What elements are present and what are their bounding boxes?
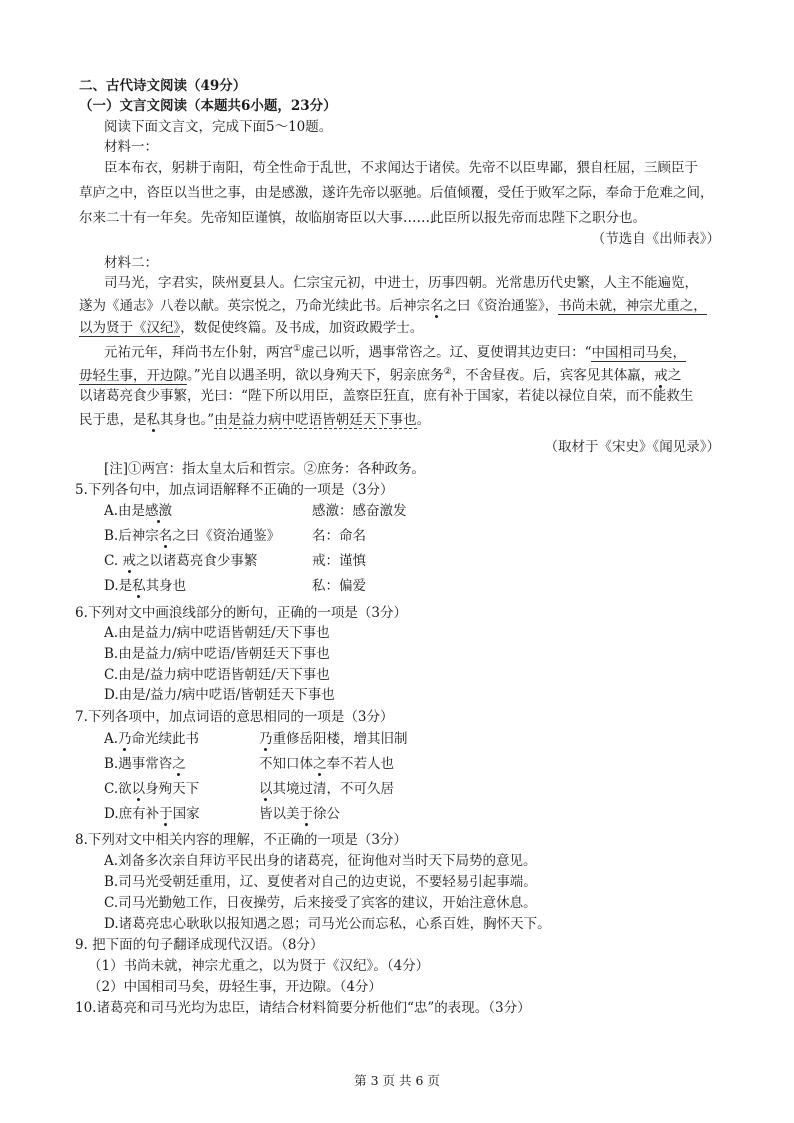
q7-option-d-pair: 皆以美于徐公 xyxy=(259,806,340,822)
question-5-stem: 5.下列各句中，加点词语解释不正确的一项是（3分） xyxy=(75,482,394,498)
q7-option-d: D.庶有补于国家 xyxy=(104,806,200,822)
question-10-stem: 10.诸葛亮和司马光均为忠臣，请结合材料简要分析他们“忠”的表现。（3分） xyxy=(75,1000,531,1016)
q6-option-b: B.由是益力/病中呓语/皆朝廷天下事也 xyxy=(104,646,330,662)
underlined-sentence: 以为贤于《汉纪》 xyxy=(79,320,181,336)
q6-option-c: C.由是/益力病中呓语皆朝廷/天下事也 xyxy=(104,667,330,683)
question-7-stem: 7.下列各项中，加点词语的意思相同的一项是（3分） xyxy=(75,709,394,725)
material2-line: 民于患，是私其身也。”由是益力病中呓语皆朝廷天下事也。 xyxy=(79,412,431,428)
q7-option-c: C.欲以身殉天下 xyxy=(104,781,200,797)
q7-option-a: A.乃命光续此书 xyxy=(104,731,200,747)
question-9-stem: 9. 把下面的句子翻译成现代汉语。（8分） xyxy=(75,937,324,953)
q9-item-2: （2）中国相司马矣，毋轻生事，开边隙。（4分） xyxy=(88,979,382,995)
q5-option-d: D.是私其身也 xyxy=(104,578,187,594)
material1-line: 臣本布衣，躬耕于南阳，苟全性命于乱世，不求闻达于诸侯。先帝不以臣卑鄙，猥自枉屈，三顾臣于 xyxy=(104,160,698,176)
underlined-sentence: 中国相司马矣， xyxy=(591,344,686,361)
q5-option-a-explanation: 感激：感奋激发 xyxy=(312,503,407,519)
q8-option-d: D.诸葛亮忠心耿耿以报知遇之恩；司马光公而忘私，心系百姓，胸怀天下。 xyxy=(104,916,551,932)
question-6-stem: 6.下列对文中画浪线部分的断句，正确的一项是（3分） xyxy=(75,605,407,621)
q8-option-b: B.司马光受朝廷重用，辽、夏使者对自己的边吏说，不要轻易引起事端。 xyxy=(104,874,537,890)
q5-option-b-explanation: 名：命名 xyxy=(312,528,366,544)
material2-source: （取材于《宋史》《闻见录》） xyxy=(544,439,720,455)
material1-label: 材料一： xyxy=(104,139,158,155)
q7-option-b-pair: 不知口体之奉不若人也 xyxy=(259,756,394,772)
page-footer: 第 3 页 共 6 页 xyxy=(354,1073,440,1088)
q7-option-a-pair: 乃重修岳阳楼，增其旧制 xyxy=(259,731,408,747)
q8-option-a: A.刘备多次亲自拜访平民出身的诸葛亮，征询他对当时天下局势的意见。 xyxy=(104,853,537,869)
q6-option-d: D.由是/益力/病中呓语/皆朝廷天下事也 xyxy=(104,687,335,703)
material2-line: 元祐元年，拜尚书左仆射，两宫①虚己以听，遇事常咨之。辽、夏使谓其边吏曰：“中国相司马矣， xyxy=(104,344,686,361)
q5-option-a: A.由是感激 xyxy=(104,503,173,519)
q7-option-c-pair: 以其境过清，不可久居 xyxy=(259,781,394,797)
material1-line: 草庐之中，咨臣以当世之事，由是感激，遂许先帝以驱驰。后值倾覆，受任于败军之际，奉命于危难之间， xyxy=(79,185,714,201)
material2-line: 毋轻生事，开边隙。”光自以遇圣明，欲以身殉天下，躬亲庶务②，不舍昼夜。后，宾客见其体羸，戒之 xyxy=(79,367,682,384)
q8-option-c: C.司马光勤勉工作，日夜操劳，后来接受了宾客的建议，开始注意休息。 xyxy=(104,895,537,911)
subsection-title: （一）文言文阅读（本题共6小题，23分） xyxy=(79,98,337,114)
q7-option-b: B.遇事常咨之 xyxy=(104,756,186,772)
material1-source: （节选自《出师表》） xyxy=(591,231,720,247)
footnote-marker: ① xyxy=(293,344,302,354)
material2-line: 遂为《通志》八卷以献。英宗悦之，乃命光续此书。后神宗名之曰《资治通鉴》，书尚未就，神宗尤重之， xyxy=(79,298,707,314)
material2-label: 材料二： xyxy=(104,255,158,271)
q5-option-c: C. 戒之以诸葛亮食少事繁 xyxy=(104,553,258,569)
q5-option-c-explanation: 戒：谨慎 xyxy=(312,553,366,569)
question-8-stem: 8.下列对文中相关内容的理解，不正确的一项是（3分） xyxy=(75,832,407,848)
material2-line: 以诸葛亮食少事繁，光曰：“陛下所以用臣，盖察臣狂直，庶有补于国家，若徒以禄位自荣，而不能救生 xyxy=(79,388,694,404)
q9-item-1: （1）书尚未就，神宗尤重之，以为贤于《汉纪》。（4分） xyxy=(88,958,430,974)
material1-line: 尔来二十有一年矣。先帝知臣谨慎，故临崩寄臣以大事……此臣所以报先帝而忠陛下之职分也。 xyxy=(79,210,646,226)
material2-line: 司马光，字君实，陕州夏县人。仁宗宝元初，中进士，历事四朝。光常患历代史繁，人主不能遍览， xyxy=(104,275,698,291)
footnote-marker: ② xyxy=(443,367,452,377)
wavy-underlined-sentence: 由是益力病中呓语皆朝廷天下事也 xyxy=(214,412,417,428)
q5-option-d-explanation: 私：偏爱 xyxy=(312,578,366,594)
footnotes: [注]①两宫：指太皇太后和哲宗。②庶务：各种政务。 xyxy=(104,461,426,477)
material2-line: 以为贤于《汉纪》，数促使终篇。及书成，加资政殿学士。 xyxy=(79,320,424,336)
intro-instruction: 阅读下面文言文，完成下面5～10题。 xyxy=(104,119,333,135)
q5-option-b: B.后神宗名之曰《资治通鉴》 xyxy=(104,528,281,544)
section-title: 二、古代诗文阅读（49分） xyxy=(79,78,247,94)
underlined-sentence: 书尚未就，神宗尤重之， xyxy=(558,298,707,314)
underlined-sentence: 毋轻生事，开边隙 xyxy=(79,367,187,384)
q6-option-a: A.由是益力/病中呓语皆朝廷/天下事也 xyxy=(104,625,330,641)
